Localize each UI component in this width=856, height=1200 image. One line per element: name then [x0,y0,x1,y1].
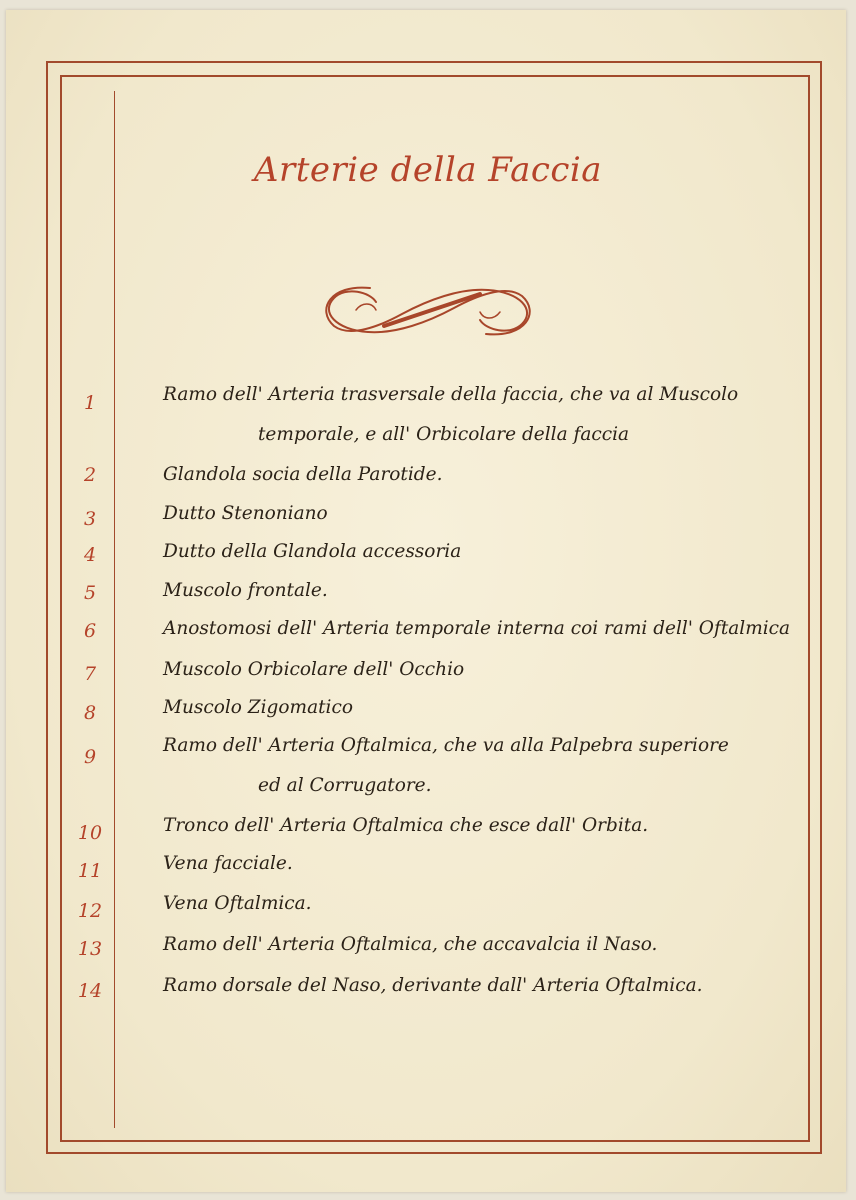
entry-number: 2 [83,464,97,486]
entry-number: 14 [77,980,103,1002]
entry-text-continuation: ed al Corrugatore. [258,775,432,796]
entry-number: 11 [77,860,103,882]
entry-text: Anostomosi dell' Arteria temporale interna coi rami dell' Oftalmica [163,618,791,639]
entry-number: 4 [83,544,97,566]
entry-number: 9 [83,746,97,768]
entry-number: 1 [83,392,97,414]
page-title: Arterie della Faccia [253,150,603,190]
entry-text: Muscolo Orbicolare dell' Occhio [163,659,465,680]
entry-number: 3 [83,508,97,530]
entry-number: 13 [77,938,103,960]
entry-text: Muscolo frontale. [163,580,328,601]
entry-text: Ramo dell' Arteria trasversale della faccia, che va al Muscolo [163,384,739,405]
entry-number: 6 [83,620,97,642]
entry-text: Dutto Stenoniano [163,503,328,524]
entry-number: 10 [77,822,103,844]
entry-text: Ramo dell' Arteria Oftalmica, che accavalcia il Naso. [163,934,658,955]
entry-number: 8 [83,702,97,724]
entry-text: Muscolo Zigomatico [163,697,353,718]
entry-text: Dutto della Glandola accessoria [163,541,462,562]
entry-text-continuation: temporale, e all' Orbicolare della faccia [258,424,630,445]
calligraphic-flourish-icon [310,280,546,342]
entry-number: 5 [83,582,97,604]
entry-number: 7 [83,663,97,685]
entry-text: Tronco dell' Arteria Oftalmica che esce dall' Orbita. [163,815,649,836]
entry-text: Ramo dorsale del Naso, derivante dall' Arteria Oftalmica. [163,975,703,996]
entry-number: 12 [77,900,103,922]
entry-text: Vena Oftalmica. [163,893,312,914]
margin-rule [114,91,115,1128]
entry-text: Glandola socia della Parotide. [163,464,443,485]
entry-text: Vena facciale. [163,853,293,874]
entry-text: Ramo dell' Arteria Oftalmica, che va alla Palpebra superiore [163,735,729,756]
